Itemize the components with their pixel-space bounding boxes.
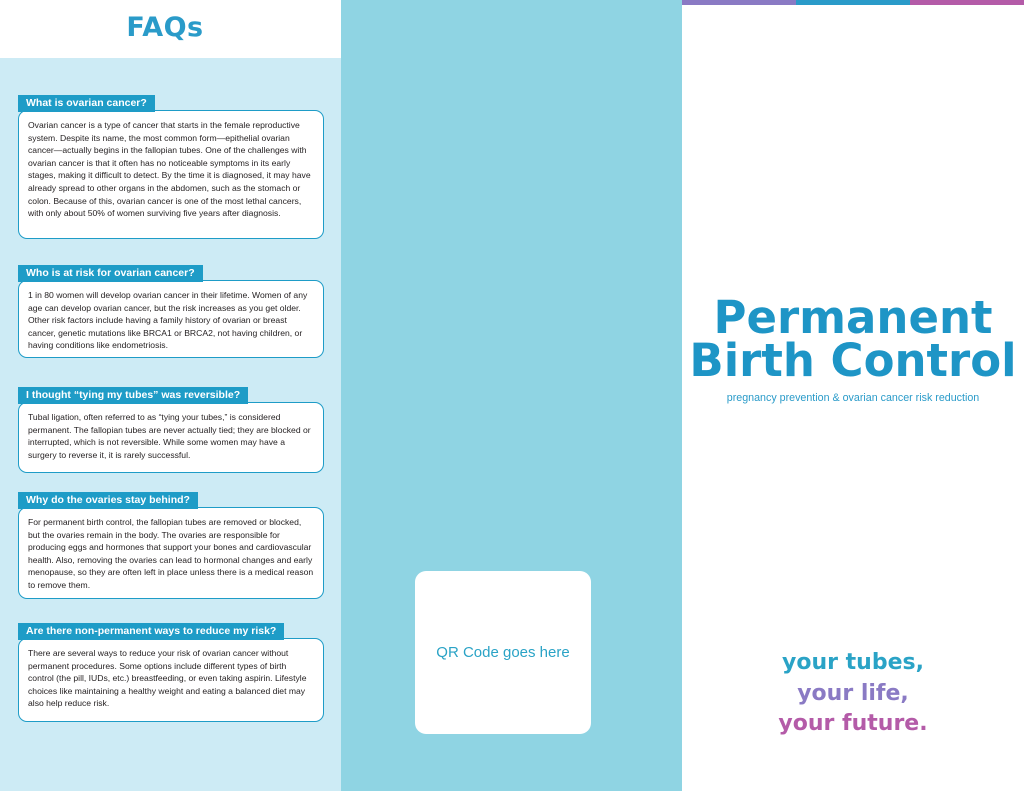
cover-panel (682, 0, 1024, 791)
faq-answer: For permanent birth control, the fallopian tubes are removed or blocked, but the ovaries remain in the body. The ovaries are responsible for producing eggs and hormones that support your bones and cardiovascular health. Also, removing the ovaries can lead to hormonal changes and early menopause, so they are often left in place unless there is a medical reason to remove them. (18, 507, 324, 599)
middle-panel (341, 0, 682, 791)
qr-placeholder-text: QR Code goes here (436, 644, 570, 661)
tagline-tubes: your tubes, (782, 650, 924, 675)
tagline-future: your future. (778, 711, 928, 736)
cover-title (682, 291, 1024, 387)
faq-item (18, 263, 324, 358)
faq-panel (0, 0, 341, 791)
color-stripe-purple (682, 0, 796, 5)
faq-answer: Ovarian cancer is a type of cancer that starts in the female reproductive system. Despite its name, the most common form—epithelial ovarian cancer—actually begins in the fallopian tubes. One of the challenges with ovarian cancer is that it often has no noticeable symptoms in its early stages, making it difficult to detect. By the time it is diagnosed, it may have already spread to other organs in the abdomen, such as the stomach or colon. Because of this, ovarian cancer is one of the most lethal cancers, with only about 50% of women surviving five years after diagnosis. (18, 110, 324, 239)
faq-answer: 1 in 80 women will develop ovarian cancer in their lifetime. Women of any age can develop ovarian cancer, but the risk increases as you get older. Other risk factors include having a family history of ovarian or breast cancer, genetic mutations like BRCA1 or BRCA2, not having children, or having conditions like endometriosis. (18, 280, 324, 358)
cover-title-line1: Permanent (713, 291, 993, 344)
faq-answer: Tubal ligation, often referred to as “tying your tubes,” is considered permanent. The fallopian tubes are never actually tied; they are blocked or interrupted, which is not reversible. While some women may have a surgery to reverse it, it is rarely successful. (18, 402, 324, 473)
faq-item (18, 490, 324, 599)
faq-title: FAQs (126, 12, 204, 43)
faq-question: Are there non-permanent ways to reduce my risk? (18, 623, 284, 640)
faq-item (18, 621, 324, 722)
faq-question: What is ovarian cancer? (18, 95, 155, 112)
faq-question: Who is at risk for ovarian cancer? (18, 265, 203, 282)
faq-question: I thought “tying my tubes” was reversible? (18, 387, 248, 404)
faq-item (18, 385, 324, 473)
color-stripe-blue (796, 0, 910, 5)
faq-question: Why do the ovaries stay behind? (18, 492, 198, 509)
faq-item (18, 93, 324, 239)
tagline-life: your life, (797, 681, 909, 706)
color-stripe-magenta (910, 0, 1024, 5)
cover-subtitle: pregnancy prevention & ovarian cancer risk reduction (726, 392, 980, 404)
qr-code-placeholder (415, 571, 591, 734)
cover-title-line2: Birth Control (689, 334, 1017, 387)
faq-answer: There are several ways to reduce your risk of ovarian cancer without permanent procedures. Some options include different types of birth control (the pill, IUDs, etc.) breastfeeding, or even taking aspirin. Lifestyle choices like maintaining a healthy weight and eating a balanced diet may also help reduce risk. (18, 638, 324, 722)
